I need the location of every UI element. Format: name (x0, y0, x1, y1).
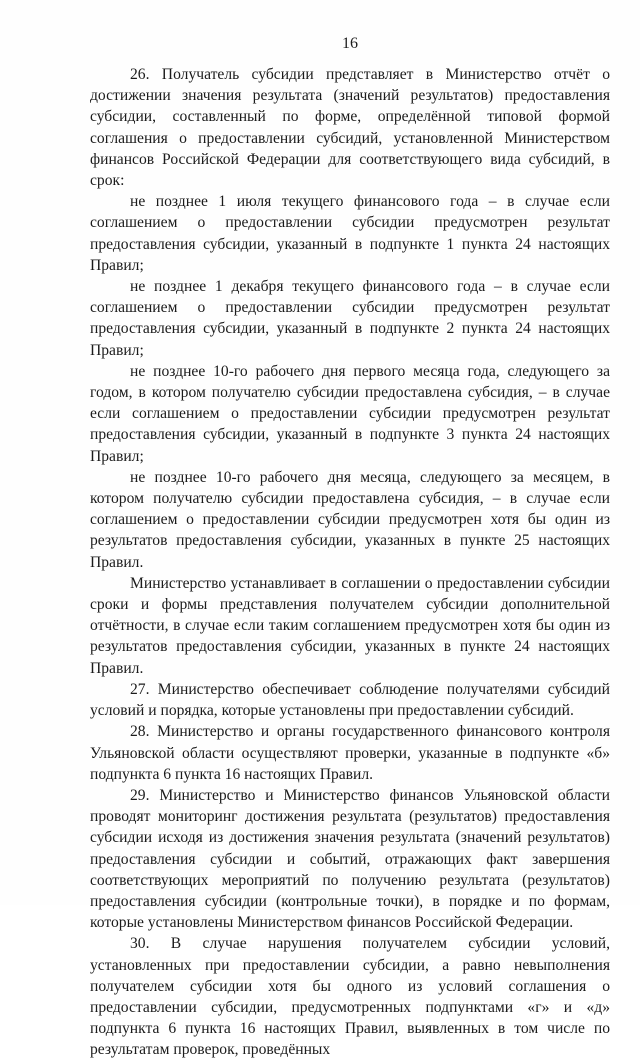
deadline-item-2: не позднее 1 декабря текущего финансового года – в случае если соглашением о предоставлении субсидии предусмотрен результат предоставления субсидии, указанный в подпункте 2 пункта 24 настоящих Правил; (90, 278, 610, 359)
paragraph-26: 26. Получатель субсидии представляет в Министерство отчёт о достижении значения результата (значений результатов) предоставления субсидии, составленный по форме, определённой типовой формой соглашения о предоставлении субсидий, установленной Министерством финансов Российской Федерации для соответствующего вида субсидий, в срок: (90, 66, 610, 190)
paragraph-30: 30. В случае нарушения получателем субсидии условий, установленных при предоставлении субсидии, а равно невыполнения получателем субсидии хотя бы одного из условий соглашения о предоставлении субсидии, предусмотренных подпунктами «г» и «д» подпункта 6 пункта 16 настоящих Правил, выявленных в том числе по результатам проверок, проведённых (90, 935, 610, 1059)
deadline-item-4: не позднее 10-го рабочего дня месяца, следующего за месяцем, в котором получателю субсидии предоставлена субсидия, – в случае если соглашением о предоставлении субсидии предусмотрен хотя бы один из результатов предоставления субсидии, указанных в пункте 25 настоящих Правил. (90, 468, 610, 571)
page-number: 16 (342, 35, 358, 52)
paragraph-28: 28. Министерство и органы государственного финансового контроля Ульяновской области осуществляют проверки, указанные в подпункте «б» подпункта 6 пункта 16 настоящих Правил. (90, 723, 610, 783)
additional-reporting-paragraph: Министерство устанавливает в соглашении о предоставлении субсидии сроки и формы представления получателем субсидии дополнительной отчётности, в случае если таким соглашением предусмотрен хотя бы один из результатов предоставления субсидии, указанных в пункте 24 настоящих Правил. (90, 574, 610, 677)
paragraph-27: 27. Министерство обеспечивает соблюдение получателями субсидий условий и порядка, которые установлены при предоставлении субсидий. (90, 680, 610, 720)
deadline-item-3: не позднее 10-го рабочего дня первого месяца года, следующего за годом, в котором получателю субсидии предоставлена субсидия, – в случае если соглашением о предоставлении субсидии предусмотрен результат предоставления субсидии, указанный в подпункте 3 пункта 24 настоящих Правил; (90, 362, 610, 465)
deadline-item-1: не позднее 1 июля текущего финансового года – в случае если соглашением о предоставлении субсидии предусмотрен результат предоставления субсидии, указанный в подпункте 1 пункта 24 настоящих Правил; (90, 193, 610, 274)
paragraph-29: 29. Министерство и Министерство финансов Ульяновской области проводят мониторинг достижения результата (результатов) предоставления субсидии исходя из достижения значения результата (значений результатов) предоставления субсидии и событий, отражающих факт завершения соответствующих мероприятий по получению результата (результатов) предоставления субсидии (контрольные точки), в порядке и по формам, которые установлены Министерством финансов Российской Федерации. (90, 786, 610, 932)
